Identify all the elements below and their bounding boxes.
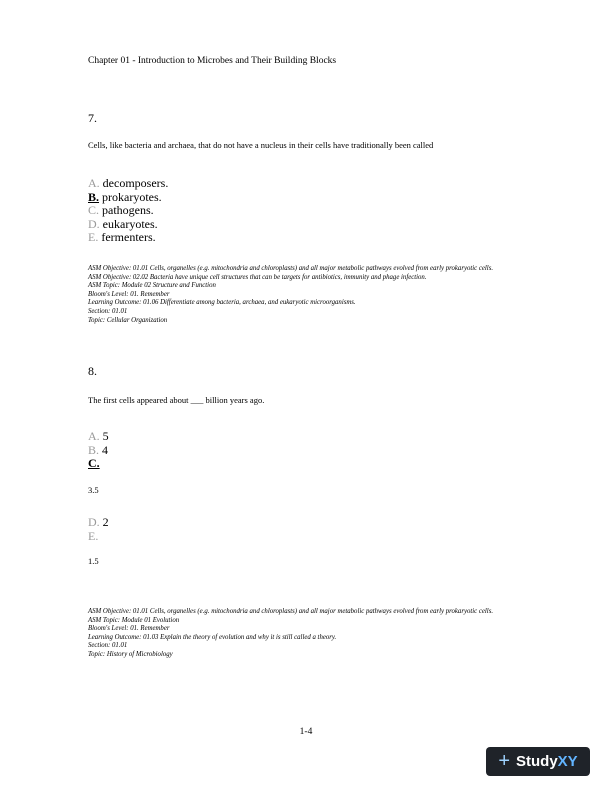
meta-line: ASM Topic: Module 02 Structure and Function bbox=[88, 282, 216, 290]
meta-line: ASM Objective: 02.02 Bacteria have unique cell structures that can be targets for antibiotics, immunity and phage infection. bbox=[88, 273, 427, 281]
choice-letter: A. bbox=[88, 429, 100, 443]
logo-accent-text: XY bbox=[557, 753, 578, 770]
page-number: 1-4 bbox=[299, 727, 313, 737]
choice-letter: C. bbox=[88, 456, 100, 470]
choice-a bbox=[88, 177, 168, 191]
choice-letter: B. bbox=[88, 442, 100, 457]
meta-line: ASM Topic: Module 01 Evolution bbox=[88, 616, 180, 624]
choice-d bbox=[88, 516, 109, 530]
choice-c bbox=[88, 204, 168, 218]
question-7-number: 7. bbox=[88, 111, 97, 125]
choice-a bbox=[88, 430, 109, 444]
choice-letter: D. bbox=[88, 515, 100, 529]
meta-line: Section: 01.01 bbox=[88, 642, 128, 650]
meta-line: Learning Outcome: 01.03 Explain the theory of evolution and why it is still called a theory. bbox=[88, 633, 337, 641]
meta-line: ASM Objective: 01.01 Cells, organelles (e.g. mitochondria and chloroplasts) and all major metabolic pathways evolved from early prokaryotic cells. bbox=[88, 265, 494, 272]
question-8-choices-abc bbox=[88, 430, 109, 471]
choice-letter: A. bbox=[88, 176, 100, 190]
plus-icon: + bbox=[498, 750, 510, 772]
choice-b bbox=[88, 444, 109, 458]
question-7-metadata bbox=[88, 265, 528, 325]
choice-letter: B. bbox=[88, 189, 100, 204]
meta-line: Bloom's Level: 01. Remember bbox=[88, 625, 170, 633]
choice-text: prokaryotes. bbox=[102, 189, 162, 204]
question-7-text: Cells, like bacteria and archaea, that do not have a nucleus in their cells have traditionally been called bbox=[88, 140, 434, 150]
choice-text: 2 bbox=[102, 515, 109, 529]
meta-line: ASM Objective: 01.01 Cells, organelles (e.g. mitochondria and chloroplasts) and all major metabolic pathways evolved from early prokaryotic cells. bbox=[88, 608, 494, 615]
choice-text: fermenters. bbox=[101, 230, 156, 244]
studyxy-logo bbox=[486, 747, 590, 776]
choice-text: 5 bbox=[102, 429, 109, 443]
choice-text: pathogens. bbox=[102, 203, 154, 217]
choice-text: decomposers. bbox=[102, 176, 169, 190]
question-8-choices-de bbox=[88, 516, 109, 543]
choice-letter: E. bbox=[88, 230, 99, 244]
page-header: Chapter 01 - Introduction to Microbes and Their Building Blocks bbox=[88, 56, 337, 66]
question-7-choices bbox=[88, 177, 168, 245]
choice-c-text: 3.5 bbox=[88, 485, 99, 495]
meta-line: Topic: History of Microbiology bbox=[88, 650, 173, 658]
question-8-text: The first cells appeared about ___ billion years ago. bbox=[88, 395, 265, 405]
choice-e-text: 1.5 bbox=[88, 556, 99, 566]
choice-text: eukaryotes. bbox=[102, 216, 158, 231]
question-8-metadata bbox=[88, 608, 528, 660]
meta-line: Topic: Cellular Organization bbox=[88, 316, 168, 324]
choice-b-correct bbox=[88, 191, 168, 205]
choice-c-correct bbox=[88, 457, 109, 471]
meta-line: Section: 01.01 bbox=[88, 307, 128, 315]
choice-letter: E. bbox=[88, 528, 99, 543]
choice-letter: D. bbox=[88, 216, 100, 231]
question-8-number: 8. bbox=[88, 364, 97, 378]
meta-line: Learning Outcome: 01.06 Differentiate among bacteria, archaea, and eukaryotic microorganisms. bbox=[88, 299, 356, 307]
choice-text: 4 bbox=[102, 442, 109, 457]
choice-letter: C. bbox=[88, 203, 100, 217]
choice-e bbox=[88, 530, 109, 544]
choice-e bbox=[88, 231, 168, 245]
meta-line: Bloom's Level: 01. Remember bbox=[88, 290, 170, 298]
choice-d bbox=[88, 218, 168, 232]
logo-text: Study bbox=[516, 753, 558, 770]
